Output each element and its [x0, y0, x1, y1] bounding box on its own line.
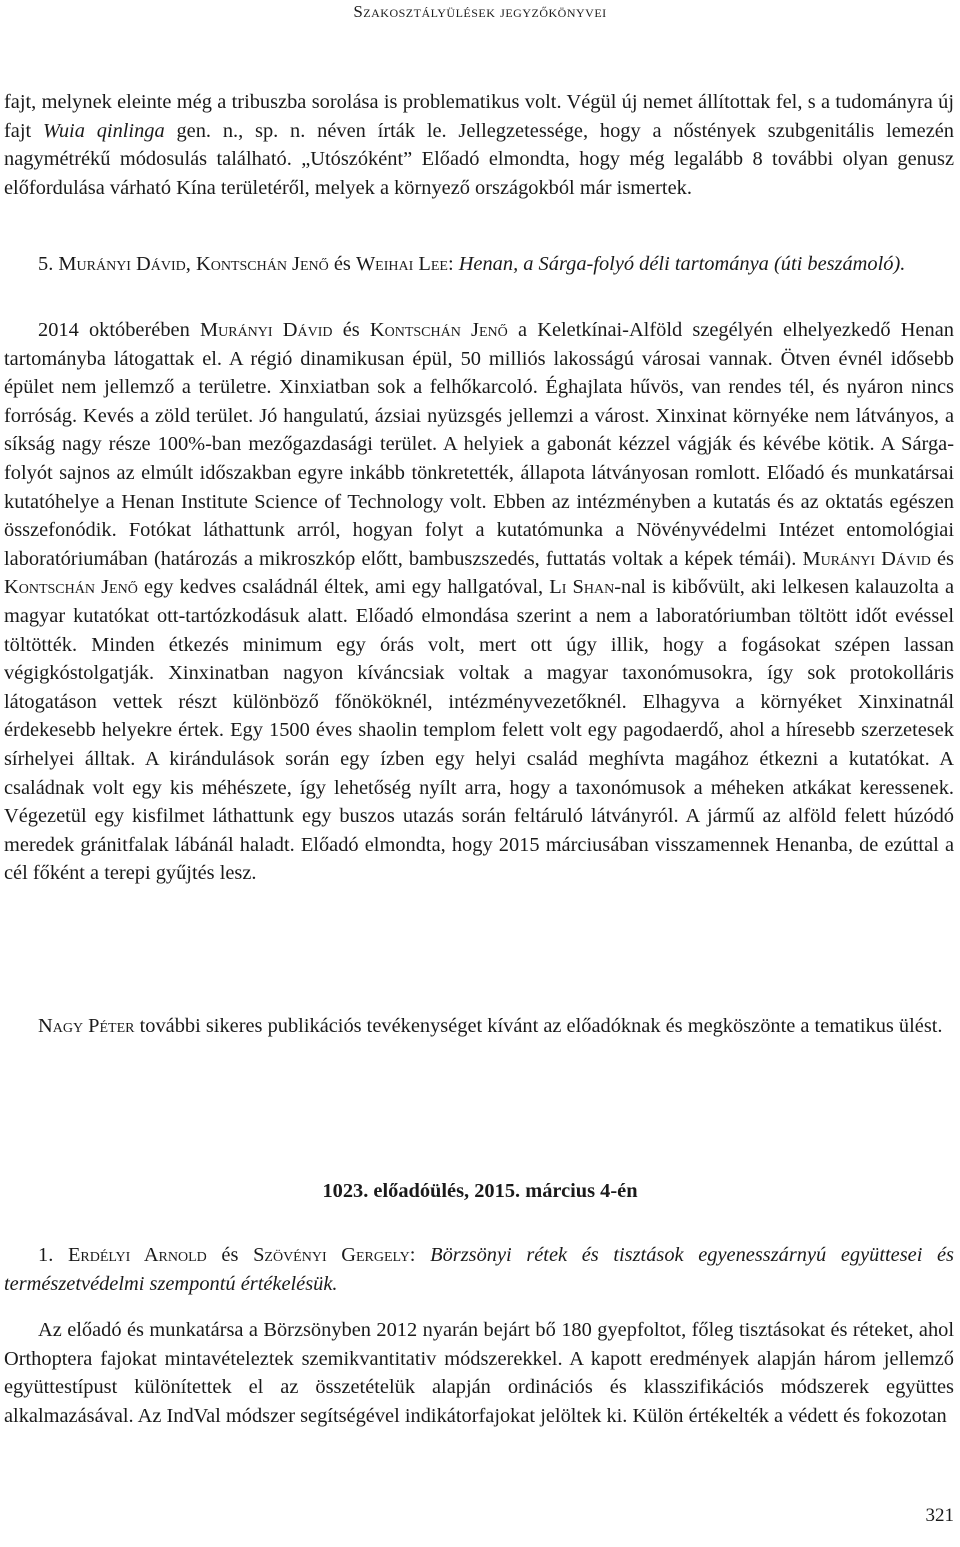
paragraph-continuation	[4, 88, 954, 202]
lecture-title: Börzsönyi rétek és tisztások egyenesszárnyú együttesei és természetvédelmi szempontú értékelésük.	[4, 1244, 954, 1295]
running-head-initial: S	[353, 2, 364, 21]
session-heading: 1023. előadóülés, 2015. március 4-én	[322, 1180, 638, 1202]
running-head	[0, 2, 960, 22]
species-name: Wuia qinlinga	[42, 119, 165, 142]
lecture-item-5-line	[4, 250, 954, 279]
person-name: Murányi Dávid	[802, 547, 931, 570]
separator: :	[409, 1244, 431, 1266]
conjunction: és	[328, 253, 356, 275]
author-name: Erdélyi Arnold	[67, 1244, 207, 1266]
person-name: Murányi Dávid	[199, 319, 333, 341]
p1-text-a: fajt, melynek eleinte még a tribuszba sorolása is problematikus volt. Végül új nemet állítottak fel, s a tudományra új fajt	[4, 91, 954, 142]
person-name: Nagy Péter	[38, 1015, 135, 1037]
author-name: Kontschán Jenő	[195, 253, 329, 275]
p2-text-c: a Keletkínai-Alföld szegélyén elhelyezkedő Henan tartományba látogattak el. A régió dinamikusan épül, 50 milliós lakosságú városai vannak. Ötven évnél idősebb épület nem jellemző a területre. Xinxiatban sok a felhőkarcoló. Éghajlata hűvös, van rendes tél, és nyáron nincs forróság. Kevés a zöld terület. Jó hangulatú, ázsiai nyüzsgés jellemzi a várost. Xinxinat környéke nem látványos, a síkság nagy része 100%-ban mezőgazdasági terület. A helyiek a gabonát kézzel vágják és kévébe kötik. A Sárga-folyót sajnos az elmúlt időszakban egyre inkább tönkretették, állapota látványosan romlott. Előadó és munkatársai kutatóhelye a Henan Institute Science of Technology volt. Ebben az intézményben a kutatás és az oktatás egészen összefonódik. Fotókat láthattunk arról, hogyan folyt a kutatómunka a Növényvédelmi Intézet entomológiai laboratóriumában (határozás a mikroszkóp előtt, bambuszszedés, futtatás voltak a képek témái).	[4, 319, 954, 570]
person-name: Kontschán Jenő	[4, 576, 138, 599]
p2-text-f: -nal is kibővült, aki lelkesen kalauzolta a magyar kutatókat ott-tartózkodásuk alatt. Előadó elmondása szerint a nem a laboratóriumban töltött időt evéssel töltötték. Minden étkezés minimum egy órás volt, mert ott úgy illik, hogy a fogásokat szépen lassan végigkóstolgatják. Xinxinatban nagyon kíváncsiak voltak a magyar taxonómusokra, így sok protokolláris látogatáson vettek részt különböző főnököknél, intézményvezetőknél. Elhagyva a környéket Xinxinatnál érdekesebb helyekre értek. Egy 1500 éves shaolin templom felett volt egy pagodaerdő, ahol a híresebb szerzetesek sírhelyei álltak. A kirándulások során egy ízben egy helyi család meghívta magához étkezni a kutatókat. A családnak volt egy kis méhészete, így lehetőség nyílt arra, hogy a taxonómusok a méheken atkákat keressenek. Végezetül egy kisfilmet láthattunk egy buszos utazás során feltáruló látványról. A jármű az alföld felett húzódó meredek gránitfalak lábánál haladt. Előadó elmondta, hogy 2015 márciusában visszamennek Henanba, de ezúttal a cél főként a terepi gyűjtés lesz.	[4, 576, 955, 885]
p2-text-a: 2014 októberében	[38, 319, 200, 341]
p2-text-e: egy kedves családnál éltek, ami egy hallgatóval,	[137, 576, 550, 599]
page-number: 321	[925, 1505, 954, 1526]
item-number: 1.	[38, 1244, 68, 1266]
separator: :	[447, 253, 459, 275]
lecture-title: Henan, a Sárga-folyó déli tartománya (úti beszámoló).	[458, 253, 906, 275]
p3-text: további sikeres publikációs tevékenységet kívánt az előadóknak és megköszönte a tematikus ülést.	[134, 1015, 943, 1037]
lecture-item-1	[4, 1241, 954, 1298]
paragraph-2	[4, 316, 954, 888]
running-head-text: zakosztályülések jegyzőkönyvei	[363, 2, 607, 21]
p1-text-b: gen. n., sp. n. néven írták le. Jellegzetessége, hogy a nőstények szubgenitális lemezén nagymétrékű módosulás található. „Utószóként” Előadó elmondta, hogy még legalább 8 további olyan genusz előfordulása várható Kína területéről, melyek a környező országokból már ismertek.	[4, 119, 954, 199]
paragraph-henan	[4, 316, 954, 888]
person-name: Kontschán Jenő	[369, 319, 508, 341]
paragraph-borzsony	[4, 1316, 954, 1430]
p2-text-b: és	[332, 319, 370, 341]
paragraph-1	[4, 88, 954, 202]
person-name: Li Shan	[549, 576, 615, 599]
paragraph-closing	[4, 1012, 954, 1041]
paragraph-3	[4, 1012, 954, 1041]
paragraph-4	[4, 1316, 954, 1430]
p2-text-d: és	[930, 547, 954, 570]
author-name: Szövényi Gergely	[253, 1244, 410, 1266]
item-number: 5.	[38, 253, 59, 275]
conjunction: és	[206, 1244, 254, 1266]
author-name: Weihai Lee	[355, 253, 448, 275]
lecture-item-5	[4, 250, 954, 279]
lecture-item-1-line	[4, 1241, 954, 1298]
p4-text: Az előadó és munkatársa a Börzsönyben 2012 nyarán bejárt bő 180 gyepfoltot, főleg tisztásokat és réteket, ahol Orthoptera fajokat mintavételeztek szemikvantitativ módszerekkel. A kapott eredmények alapján három jellemző együttestípust különítettek el az összetételük alapján ordinációs és klasszifikációs módszerek együttes alkalmazásával. Az IndVal módszer segítségével indikátorfajokat jelöltek ki. Külön értékelték a védett és fokozotan	[4, 1319, 954, 1427]
author-name: Murányi Dávid	[58, 253, 186, 275]
separator: ,	[185, 253, 196, 275]
